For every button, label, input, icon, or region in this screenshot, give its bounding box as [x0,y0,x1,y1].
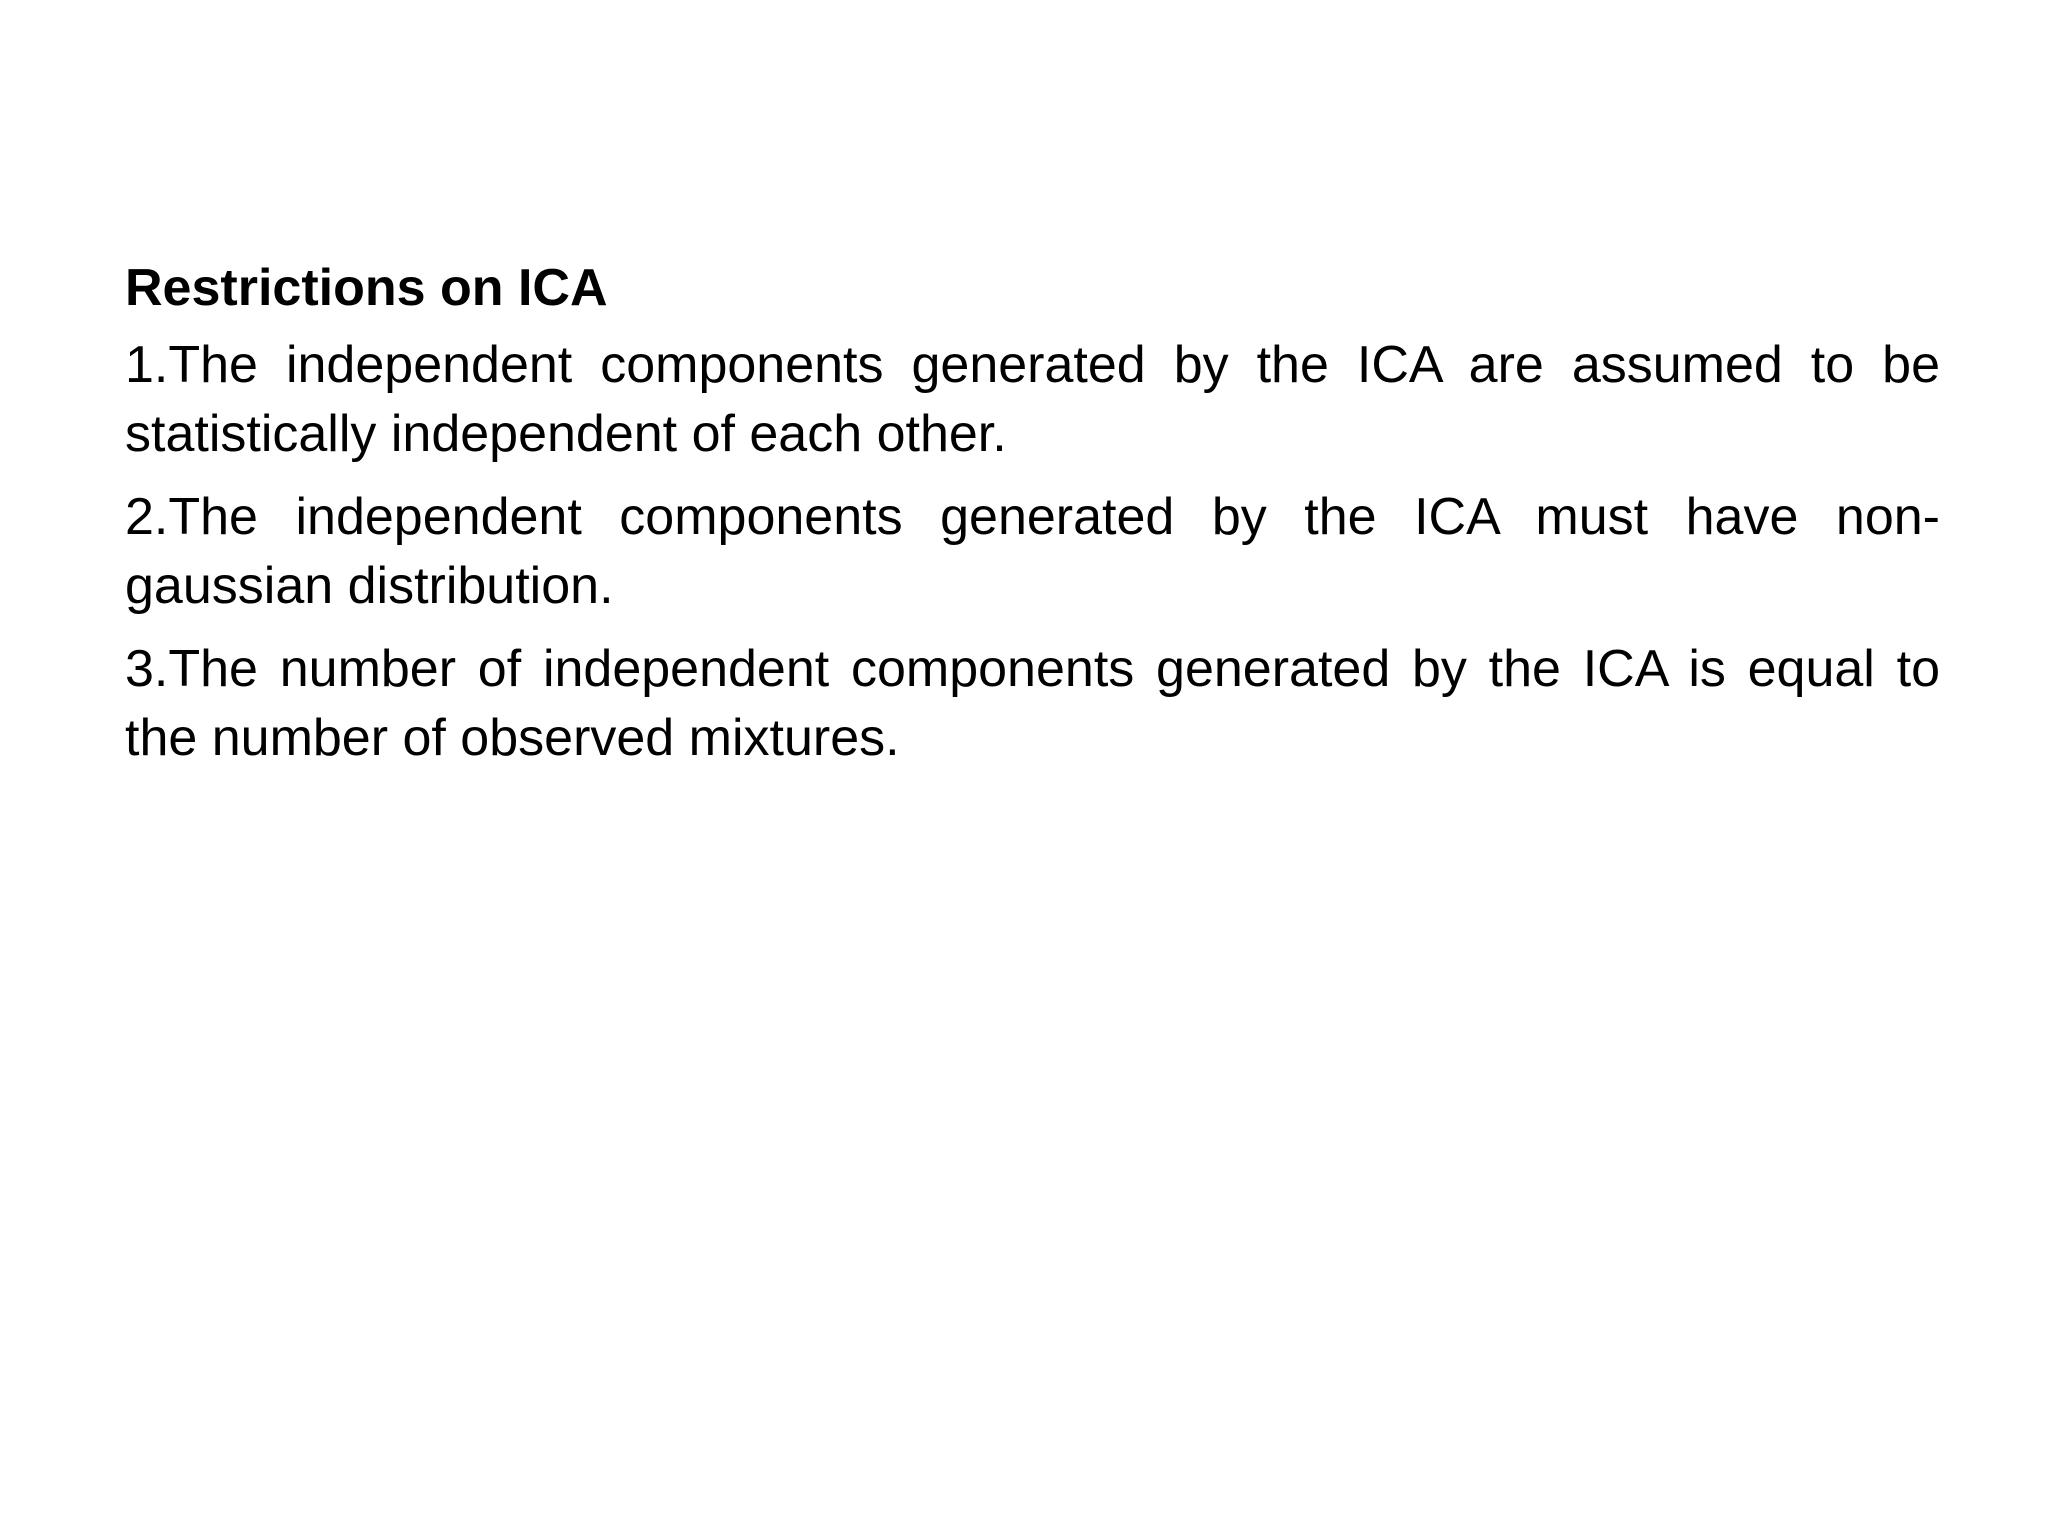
list-item: 1.The independent components generated by the ICA are assumed to be statistically independent of each other. [125,336,1940,463]
slide-title: Restrictions on ICA [125,259,608,317]
restriction-list [125,331,1940,773]
slide-content [125,255,1940,787]
list-item: 2.The independent components generated by the ICA must have non-gaussian distribution. [125,488,1940,615]
list-item: 3.The number of independent components generated by the ICA is equal to the number of observed mixtures. [125,640,1940,767]
